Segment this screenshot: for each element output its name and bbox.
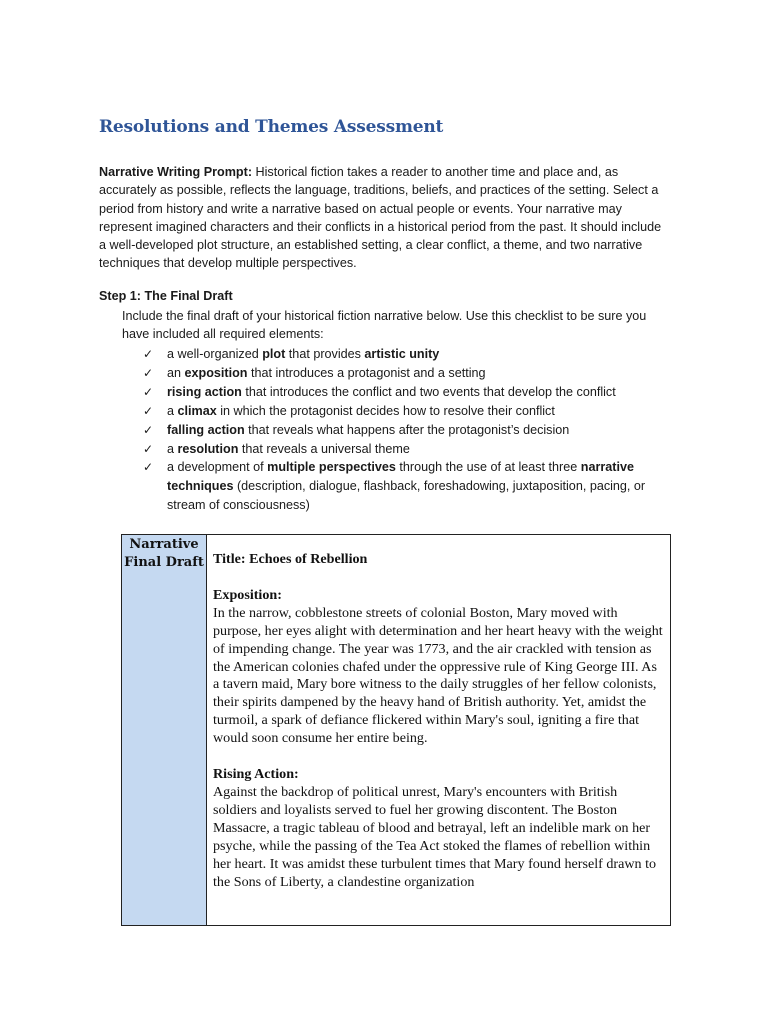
checkmark-icon: ✓ xyxy=(143,365,154,380)
checklist-item: ✓ falling action that reveals what happens after the protagonist’s decision xyxy=(143,421,683,440)
checklist-item: ✓ a resolution that reveals a universal theme xyxy=(143,440,683,459)
page-title: Resolutions and Themes Assessment xyxy=(99,117,444,137)
draft-content-cell xyxy=(207,535,671,926)
section-heading: Rising Action: xyxy=(213,766,299,783)
checkmark-icon: ✓ xyxy=(143,460,154,475)
checkmark-icon: ✓ xyxy=(143,384,154,399)
draft-content xyxy=(207,535,670,925)
story-title: Title: Echoes of Rebellion xyxy=(213,551,368,567)
prompt-label: Narrative Writing Prompt: xyxy=(99,165,253,179)
final-draft-table xyxy=(121,534,671,926)
requirements-checklist xyxy=(143,345,683,515)
writing-prompt xyxy=(99,163,669,273)
section-body: In the narrow, cobblestone streets of colonial Boston, Mary moved with purpose, her eyes alight with determination and her heart heavy with the weight of impending change. The year was 1773, and the air crackled with tension as the American colonies chafed under the oppressive rule of King George III. As a tavern maid, Mary bore witness to the daily struggles of her fellow colonists, their spirits dampened by the heavy hand of British authority. Yet, amidst the turmoil, a spark of defiance flickered within Mary's soul, igniting a fire that would soon consume her entire being. xyxy=(213,604,663,747)
step-heading: Step 1: The Final Draft xyxy=(99,289,233,303)
prompt-text: Historical fiction takes a reader to another time and place and, as accurately as possible, reflects the language, traditions, beliefs, and practices of the setting. Select a period from history and write a narrative based on actual people or events. Your narrative may represent imagined characters and their conflicts in a historical period from the past. It should include a well-developed plot structure, an established setting, a clear conflict, a theme, and two narrative techniques that develop multiple perspectives. xyxy=(99,165,662,271)
checkmark-icon: ✓ xyxy=(143,347,154,361)
draft-label-cell xyxy=(122,535,207,926)
checklist-item: ✓ rising action that introduces the conflict and two events that develop the conflict xyxy=(143,383,683,402)
checklist-item: ✓ a climax in which the protagonist decides how to resolve their conflict xyxy=(143,402,683,421)
checklist-item: ✓ a well-organized plot that provides artistic unity xyxy=(143,345,683,364)
section-body: Against the backdrop of political unrest, Mary's encounters with British soldiers and loyalists served to fuel her growing discontent. The Boston Massacre, a tragic tableau of blood and betrayal, left an indelible mark on her psyche, while the passing of the Tea Act stoked the flames of rebellion within her heart. It was amidst these turbulent times that Mary found herself drawn to the Sons of Liberty, a clandestine organization xyxy=(213,783,657,890)
draft-label: Narrative Final Draft xyxy=(124,537,204,570)
step-instruction: Include the final draft of your historical fiction narrative below. Use this checklist to be sure you have included all required elements: xyxy=(122,309,647,342)
checklist-item: ✓ an exposition that introduces a protagonist and a setting xyxy=(143,364,683,383)
checkmark-icon: ✓ xyxy=(143,403,154,418)
checkmark-icon: ✓ xyxy=(143,441,154,456)
section-heading: Exposition: xyxy=(213,586,282,603)
checkmark-icon: ✓ xyxy=(143,422,154,437)
checklist-item: ✓ a development of multiple perspectives through the use of at least three narrative techniques (description, dialogue, flashback, foreshadowing, juxtaposition, pacing, or stream of consciousness) xyxy=(143,460,646,513)
